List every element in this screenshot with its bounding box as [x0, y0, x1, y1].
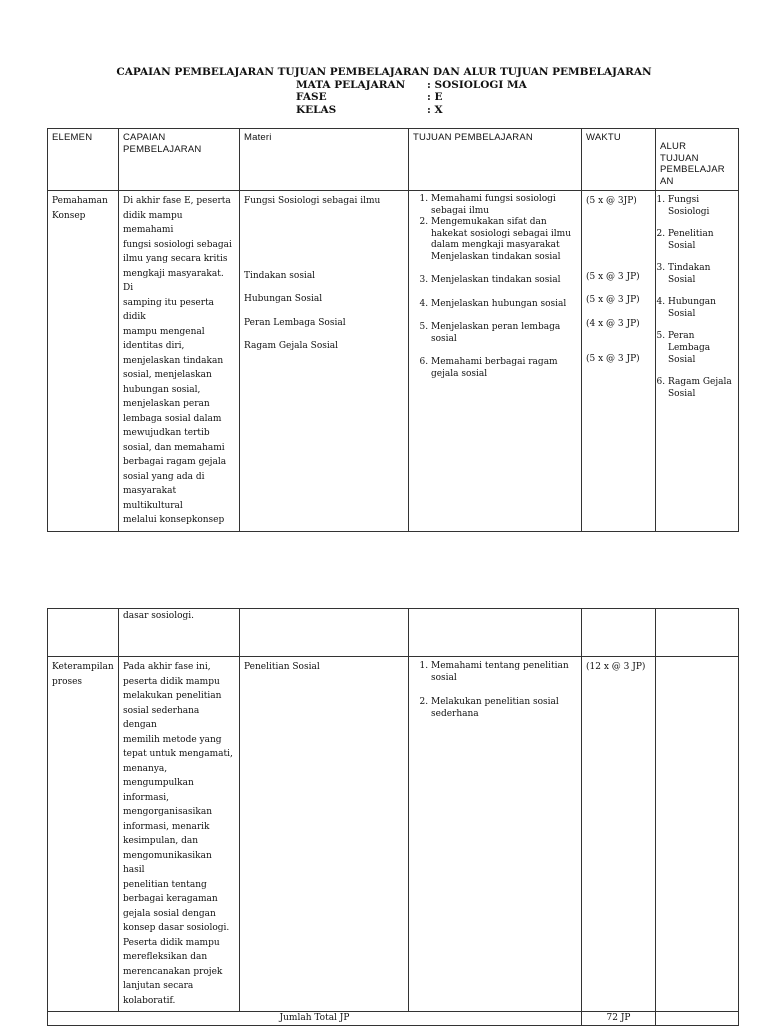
list-item: 2. Melakukan penelitian sosial sederhana	[431, 696, 577, 720]
cell-elemen	[48, 609, 119, 657]
col-header-capaian: CAPAIAN PEMBELAJARAN	[119, 129, 240, 191]
list-item: 2. Mengemukakan sifat dan hakekat sosiologi sebagai ilmu dalam mengkaji masyarakat Menjelaskan tindakan sosial	[431, 217, 577, 263]
list-item: 2. Penelitian Sosial	[668, 228, 734, 252]
cell-alur	[656, 657, 739, 1012]
tujuan-list	[413, 660, 577, 720]
list-item: 6. Memahami berbagai ragam gejala sosial	[431, 357, 577, 380]
cell-materi	[240, 609, 409, 657]
cell-tujuan	[409, 657, 582, 1012]
meta-label: MATA PELAJARAN	[296, 78, 406, 91]
meta-label: KELAS	[296, 103, 337, 116]
col-header-materi: Materi	[240, 129, 409, 191]
cell-waktu: (5 x @ 3JP) (5 x @ 3 JP) (5 x @ 3 JP) (4 x @ 3 JP) (5 x @ 3 JP)	[582, 191, 656, 532]
cell-materi: Fungsi Sosiologi sebagai ilmu Tindakan sosial Hubungan Sosial Peran Lembaga Sosial Ragam Gejala Sosial	[240, 191, 409, 532]
list-item: 3. Menjelaskan tindakan sosial	[431, 275, 577, 287]
table-row	[48, 657, 739, 1012]
document-header	[0, 66, 768, 116]
col-header-tujuan: TUJUAN PEMBELAJARAN	[409, 129, 582, 191]
total-row	[48, 1012, 739, 1026]
list-item: 1. Fungsi Sosiologi	[668, 194, 734, 218]
meta-value: : E	[427, 91, 443, 103]
list-item: 1. Memahami fungsi sosiologi sebagai ilmu	[431, 194, 577, 217]
list-item: 5. Menjelaskan peran lembaga sosial	[431, 322, 577, 345]
list-item: 1. Memahami tentang penelitian sosial	[431, 660, 577, 684]
cell-capaian: Pada akhir fase ini, peserta didik mampu melakukan penelitian sosial sederhana dengan memilih metode yang tepat untuk mengamati, menanya, mengumpulkan informasi, mengorganisasikan informasi, menarik kesimpulan, dan mengomunikasikan hasil penelitian tentang berbagai keragaman gejala sosial dengan konsep dasar sosiologi. Peserta didik mampu merefleksikan dan merencanakan projek lanjutan secara kolaboratif.	[119, 657, 240, 1012]
meta-row-phase	[0, 91, 768, 104]
meta-label: FASE	[296, 91, 327, 103]
cell-alur	[656, 609, 739, 657]
table-row-continuation	[48, 609, 739, 657]
list-item: 4. Hubungan Sosial	[668, 296, 734, 320]
col-header-elemen: ELEMEN	[48, 129, 119, 191]
cell-materi: Penelitian Sosial	[240, 657, 409, 1012]
learning-table-part-2	[47, 608, 739, 1026]
list-item: 6. Ragam Gejala Sosial	[668, 376, 734, 400]
table-header-row	[48, 129, 739, 191]
meta-row-subject	[0, 79, 768, 92]
cell-empty	[656, 1012, 739, 1026]
cell-tujuan	[409, 191, 582, 532]
meta-row-class	[0, 104, 768, 117]
list-item: 3. Tindakan Sosial	[668, 262, 734, 286]
cell-waktu	[582, 609, 656, 657]
cell-elemen: Keterampilan proses	[48, 657, 119, 1012]
col-header-waktu: WAKTU	[582, 129, 656, 191]
total-value: 72 JP	[582, 1012, 656, 1026]
cell-capaian: Di akhir fase E, peserta didik mampu memahami fungsi sosiologi sebagai ilmu yang secara kritis mengkaji masyarakat. Di samping itu peserta didik mampu mengenal identitas diri, menjelaskan tindakan sosial, menjelaskan hubungan sosial, menjelaskan peran lembaga sosial dalam mewujudkan tertib sosial, dan memahami berbagai ragam gejala sosial yang ada di masyarakat multikultural melalui konsepkonsep	[119, 191, 240, 532]
cell-capaian: dasar sosiologi.	[119, 609, 240, 657]
table-row	[48, 191, 739, 532]
list-item: 4. Menjelaskan hubungan sosial	[431, 299, 577, 311]
alur-list	[656, 194, 734, 400]
cell-tujuan	[409, 609, 582, 657]
cell-alur	[656, 191, 739, 532]
meta-value: : SOSIOLOGI MA	[427, 78, 527, 91]
total-label: Jumlah Total JP	[48, 1012, 582, 1026]
document-title: CAPAIAN PEMBELAJARAN TUJUAN PEMBELAJARAN DAN ALUR TUJUAN PEMBELAJARAN	[116, 66, 652, 78]
learning-table-part-1	[47, 128, 739, 532]
cell-waktu: (12 x @ 3 JP)	[582, 657, 656, 1012]
tujuan-list	[413, 194, 577, 380]
cell-elemen: Pemahaman Konsep	[48, 191, 119, 532]
list-item: 5. Peran Lembaga Sosial	[668, 330, 734, 366]
meta-value: : X	[427, 103, 443, 116]
col-header-alur: ALUR TUJUAN PEMBELAJAR AN	[656, 129, 739, 191]
